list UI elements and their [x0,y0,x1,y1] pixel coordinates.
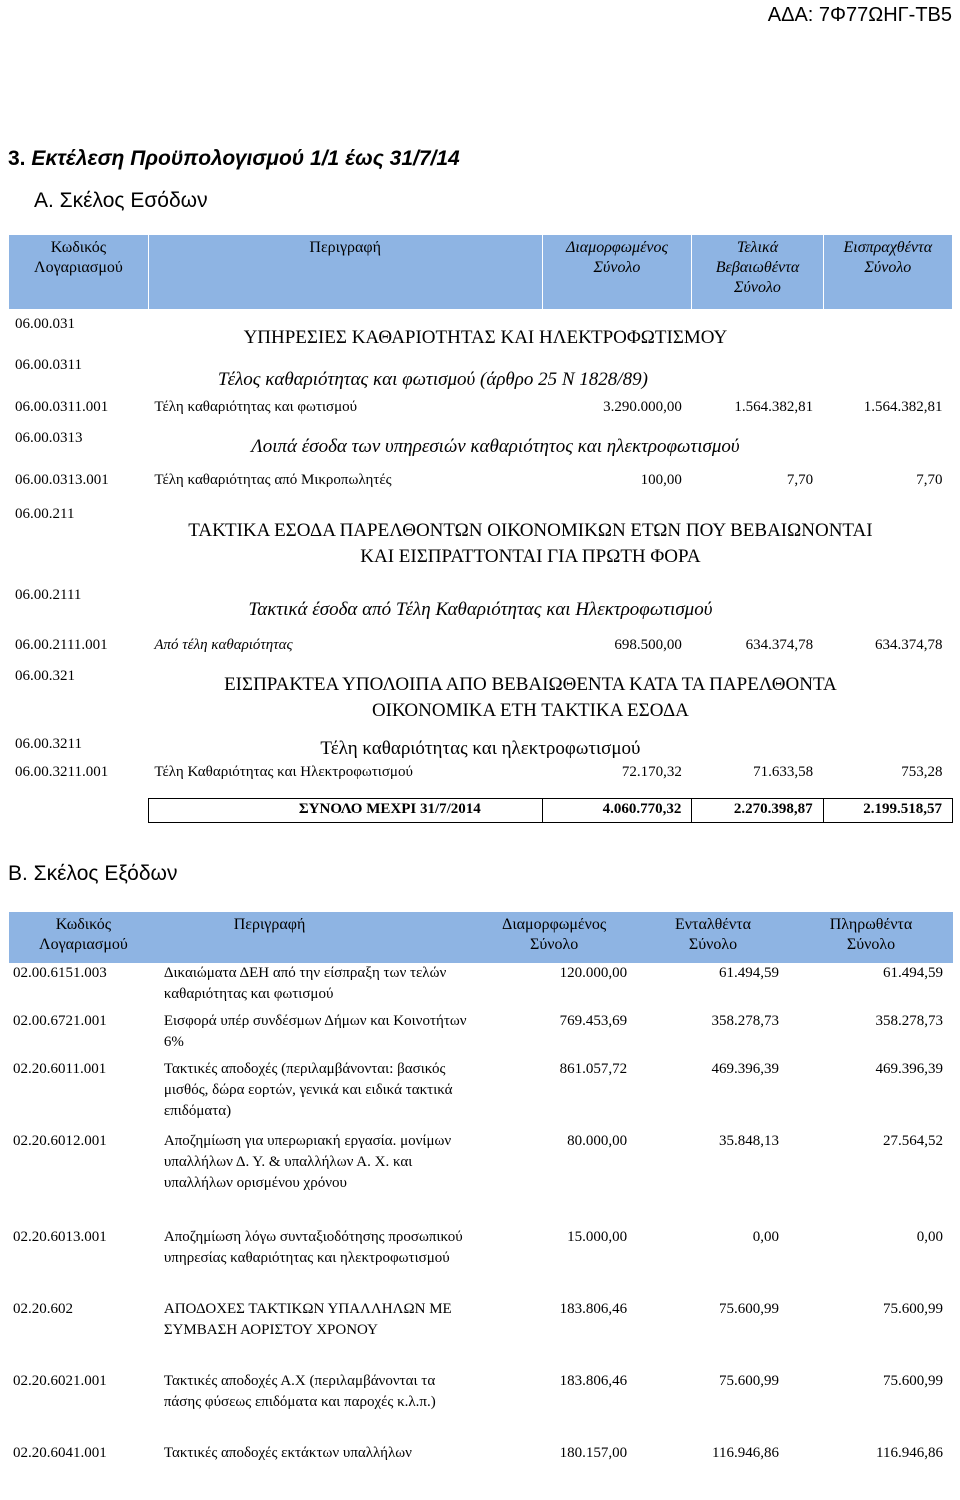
line-description: ΑΠΟΔΟΧΕΣ ΤΑΚΤΙΚΩΝ ΥΠΑΛΛΗΛΩΝ ΜΕ ΣΥΜΒΑΣΗ ΑΟΡΙΣΤΟΥ ΧΡΟΝΟΥ [163,1301,452,1338]
paid-value: 75.600,99 [883,1373,943,1389]
total-row [9,798,953,822]
header-code: Κωδικός Λογαριασμού [9,912,158,963]
confirmed-value: 71.633,58 [753,764,814,780]
table-row [9,1443,953,1471]
line-description: Τέλη Καθαριότητας και Ηλεκτροφωτισμού [154,764,413,780]
table-row [9,1227,953,1299]
section-heading [8,147,460,171]
account-code: 02.20.6011.001 [13,1061,107,1077]
account-code: 02.20.6041.001 [13,1445,107,1461]
table-row [9,353,953,399]
table-row [9,1059,953,1131]
line-description: Αποζημίωση για υπερωριακή εργασία. μονίμων υπαλλήλων Δ. Υ. & υπαλλήλων Α. Χ. και υπαλλήλων ορισμένου χρόνου [163,1133,452,1191]
line-description: Τακτικές αποδοχές (περιλαμβάνονται: βασικός μισθός, δώρα εορτών, γενικά και ειδικά τακτικά επιδόματα) [163,1061,453,1119]
revenue-table [9,235,953,823]
budget-value: 3.290.000,00 [603,399,682,415]
group-title [148,496,952,583]
ada-code: ΑΔΑ: 7Φ77ΩΗΓ-ΤΒ5 [767,4,952,26]
header-description: Περιγραφή [158,912,471,963]
group-title-line-1: ΕΙΣΠΡΑΚΤΕΑ ΥΠΟΛΟΙΠΑ ΑΠΟ ΒΕΒΑΙΩΘΕΝΤΑ ΚΑΤΑ ΤΑ ΠΑΡΕΛΘΟΝΤΑ [224,674,837,695]
account-code: 02.20.602 [13,1301,73,1317]
total-collected: 2.199.518,57 [823,798,952,822]
heading-text: Εκτέλεση Προϋπολογισμού 1/1 έως 31/7/14 [31,147,460,170]
budget-value: 183.806,46 [559,1373,628,1389]
table-row [9,662,953,734]
line-description: Τακτικές αποδοχές εκτάκτων υπαλλήλων [163,1445,412,1461]
account-code: 06.00.031 [15,316,75,332]
account-code: 06.00.211 [15,506,75,522]
header-paid: Πληρωθέντα Σύνολο [789,912,953,963]
group-title-line-1: ΤΑΚΤΙΚΑ ΕΣΟΔΑ ΠΑΡΕΛΘΟΝΤΩΝ ΟΙΚΟΝΟΜΙΚΩΝ ΕΤΩΝ ΠΟΥ ΒΕΒΑΙΩΝΟΝΤΑΙ [188,520,873,541]
account-code: 06.00.3211.001 [15,764,109,780]
ordered-value: 75.600,99 [719,1301,779,1317]
revenue-header-row [9,235,953,309]
paid-value: 61.494,59 [883,965,943,981]
expense-table [9,912,953,1471]
table-row [9,1011,953,1059]
account-code: 06.00.0313 [15,430,83,446]
ordered-value: 358.278,73 [711,1013,779,1029]
account-code: 06.00.321 [15,668,75,684]
header-budget: Διαμορφωμένος Σύνολο [471,912,637,963]
group-title: Τέλος καθαριότητας και φωτισμού (άρθρο 25 Ν 1828/89) [217,369,648,390]
budget-value: 80.000,00 [567,1133,628,1149]
total-budget: 4.060.770,32 [542,798,692,822]
line-description: Τέλη καθαριότητας από Μικροπωλητές [154,472,392,488]
budget-value: 100,00 [640,472,682,488]
collected-value: 634.374,78 [875,637,943,653]
table-row [9,399,953,424]
account-code: 06.00.3211 [15,736,82,752]
section-a-title: Α. Σκέλος Εσόδων [34,189,208,212]
account-code: 02.00.6151.003 [13,965,107,981]
group-title: Τέλη καθαριότητας και ηλεκτροφωτισμού [320,738,641,759]
paid-value: 27.564,52 [883,1133,943,1149]
ordered-value: 116.946,86 [712,1445,779,1461]
budget-value: 72.170,32 [621,764,682,780]
line-description: Από τέλη καθαριότητας [154,637,293,653]
header-code: Κωδικός Λογαριασμού [9,235,148,309]
table-row [9,470,953,496]
group-title-line-2: ΟΙΚΟΝΟΜΙΚΑ ΕΤΗ ΤΑΚΤΙΚΑ ΕΣΟΔΑ [371,700,689,721]
confirmed-value: 7,70 [786,472,814,488]
budget-value: 183.806,46 [559,1301,628,1317]
table-row [9,1131,953,1227]
account-code: 06.00.0311.001 [15,399,109,415]
section-b-title: Β. Σκέλος Εξόδων [8,862,178,885]
table-row [9,424,953,470]
table-row [9,963,953,1011]
table-row [9,1299,953,1371]
group-title: Λοιπά έσοδα των υπηρεσιών καθαριότητος και ηλεκτροφωτισμού [251,436,740,457]
ordered-value: 61.494,59 [719,965,779,981]
table-row [9,637,953,662]
account-code: 02.20.6021.001 [13,1373,107,1389]
header-description: Περιγραφή [148,235,542,309]
header-ordered: Ενταλθέντα Σύνολο [637,912,789,963]
ordered-value: 75.600,99 [719,1373,779,1389]
account-code: 02.20.6013.001 [13,1229,107,1245]
budget-value: 861.057,72 [559,1061,628,1077]
group-title: Τακτικά έσοδα από Τέλη Καθαριότητας και Ηλεκτροφωτισμού [248,599,713,620]
group-title [148,662,952,734]
line-description: Τακτικές αποδοχές Α.Χ (περιλαμβάνονται τα πάσης φύσεως επιδόματα και παροχές κ.λ.π.) [163,1373,436,1410]
group-title-line-2: ΚΑΙ ΕΙΣΠΡΑΤΤΟΝΤΑΙ ΓΙΑ ΠΡΩΤΗ ΦΟΡΑ [360,546,701,567]
budget-value: 180.157,00 [559,1445,628,1461]
budget-value: 15.000,00 [567,1229,628,1245]
paid-value: 469.396,39 [875,1061,943,1077]
total-confirmed: 2.270.398,87 [692,798,823,822]
line-description: Δικαιώματα ΔΕΗ από την είσπραξη των τελών καθαριότητας και φωτισμού [163,965,447,1002]
collected-value: 753,28 [901,764,943,780]
collected-value: 7,70 [916,472,943,488]
account-code: 02.00.6721.001 [13,1013,107,1029]
table-row [9,583,953,637]
budget-value: 698.500,00 [614,637,682,653]
expense-header-row [9,912,953,963]
ordered-value: 35.848,13 [719,1133,779,1149]
confirmed-value: 1.564.382,81 [734,399,814,415]
line-description: Αποζημίωση λόγω συνταξιοδότησης προσωπικού υπηρεσίας καθαριότητας και ηλεκτροφωτισμού [163,1229,463,1266]
confirmed-value: 634.374,78 [745,637,814,653]
paid-value: 0,00 [916,1229,943,1245]
table-row [9,764,953,790]
table-row [9,496,953,583]
header-collected: Εισπραχθέντα Σύνολο [823,235,952,309]
total-label: ΣΥΝΟΛΟ ΜΕΧΡΙ 31/7/2014 [148,798,542,822]
ordered-value: 469.396,39 [711,1061,779,1077]
header-confirmed: Τελικά Βεβαιωθέντα Σύνολο [692,235,823,309]
account-code: 02.20.6012.001 [13,1133,107,1149]
collected-value: 1.564.382,81 [863,399,943,415]
account-code: 06.00.2111.001 [15,637,108,653]
budget-value: 769.453,69 [559,1013,628,1029]
line-description: Τέλη καθαριότητας και φωτισμού [154,399,358,415]
paid-value: 116.946,86 [876,1445,943,1461]
account-code: 06.00.2111 [15,587,82,603]
group-title: ΥΠΗΡΕΣΙΕΣ ΚΑΘΑΡΙΟΤΗΤΑΣ ΚΑΙ ΗΛΕΚΤΡΟΦΩΤΙΣΜΟΥ [243,327,728,348]
header-budget: Διαμορφωμένος Σύνολο [542,235,692,309]
line-description: Εισφορά υπέρ συνδέσμων Δήμων και Κοινοτήτων 6% [163,1013,467,1050]
table-row [9,1371,953,1443]
account-code: 06.00.0313.001 [15,472,109,488]
ordered-value: 0,00 [752,1229,779,1245]
account-code: 06.00.0311 [15,357,82,373]
budget-value: 120.000,00 [559,965,628,981]
table-row [9,734,953,764]
paid-value: 75.600,99 [883,1301,943,1317]
table-row [9,309,953,353]
paid-value: 358.278,73 [875,1013,943,1029]
heading-number: 3. [8,147,32,170]
